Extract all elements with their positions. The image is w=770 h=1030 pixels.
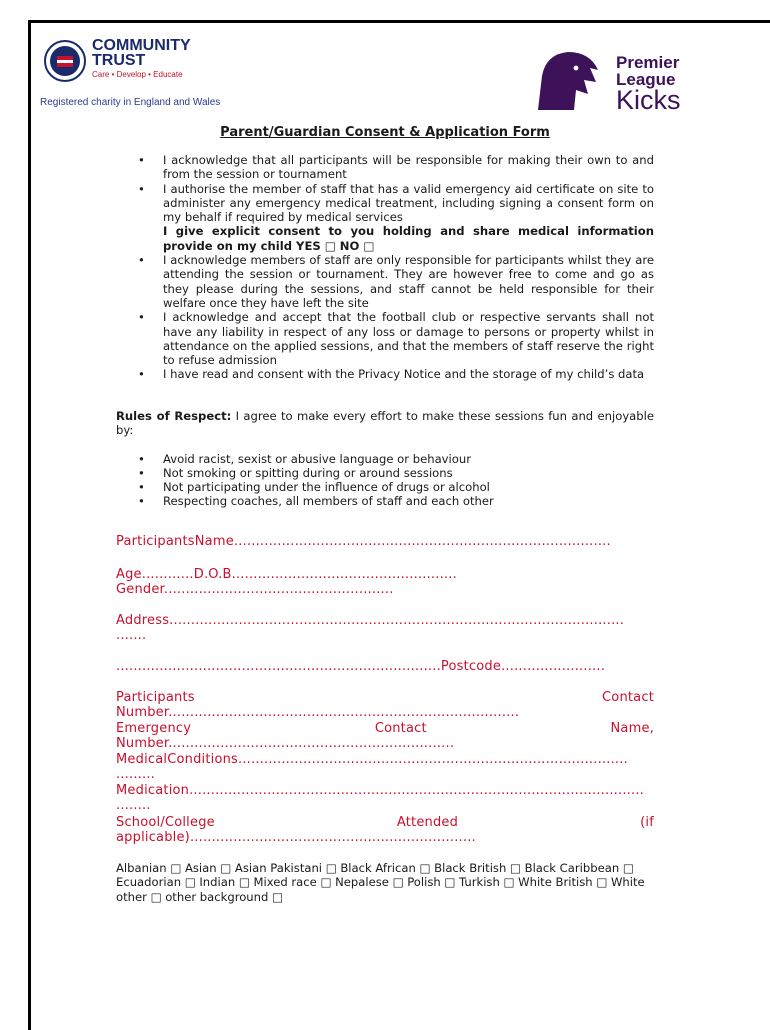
pl-wordmark <box>616 54 679 88</box>
rules-of-respect <box>116 409 654 509</box>
emergency-number-field[interactable]: Number.................................................................. <box>116 736 455 751</box>
contact-number-label <box>116 690 654 706</box>
participant-name-field[interactable]: ParticipantsName....................................................................................... <box>116 534 611 549</box>
respect-label: Rules of Respect: <box>116 409 232 423</box>
contact-label-a: Participants <box>116 690 195 705</box>
medication-field[interactable]: Medication......................................................................................................... <box>116 783 644 798</box>
pl-kicks-text: Kicks <box>616 85 681 115</box>
premier-league-kicks-logo <box>528 46 708 116</box>
medical-conditions-field-continued[interactable]: ......... <box>116 767 155 782</box>
address-field[interactable]: Address......................................................................................................... <box>116 613 625 628</box>
school-field[interactable]: applicable).................................................................. <box>116 830 476 845</box>
contact-label-b: Contact <box>602 690 654 705</box>
ethnicity-options <box>116 861 654 904</box>
school-label-b: Attended <box>396 815 459 830</box>
consent-item: • I authorise the member of staff that has a valid emergency aid certificate on site to administer any emergency medical treatment, including signing a consent form on my behalf if required by medical services <box>116 182 654 225</box>
school-label <box>116 815 654 831</box>
form-title: Parent/Guardian Consent & Application Form <box>220 125 550 140</box>
consent-item: • I acknowledge that all participants will be responsible for making their own to and from the session or tournament <box>116 153 654 182</box>
org-tagline: Care • Develop • Educate <box>92 70 183 79</box>
consent-list-continued <box>116 253 654 382</box>
pl-line2: League <box>616 70 676 89</box>
org-name-line2: TRUST <box>92 52 146 69</box>
emergency-label-b: Contact <box>374 721 427 736</box>
respect-list <box>116 452 654 509</box>
school-label-a: School/College <box>116 815 215 830</box>
consent-item: • I acknowledge and accept that the football club or respective servants shall not have any liability in respect of any loss or damage to persons or property whilst in attendance on the applied sessions, and that the members of staff reserve the right to refuse admission <box>116 310 654 367</box>
respect-rule: • Respecting coaches, all members of staff and each other <box>116 494 654 508</box>
gender-field[interactable]: Gender..................................................... <box>116 582 394 597</box>
respect-intro-text: I agree to make every effort to make these sessions fun and enjoyable by: <box>116 409 654 438</box>
address-field-continued[interactable]: ....... <box>116 628 147 643</box>
respect-rule: • Avoid racist, sexist or abusive language or behaviour <box>116 452 654 466</box>
ethnicity-line[interactable]: Ecuadorian □ Indian □ Mixed race □ Nepalese □ Polish □ Turkish □ White British □ White other □ other background □ <box>116 875 645 904</box>
respect-intro <box>116 409 654 438</box>
org-name <box>92 38 191 68</box>
consent-list <box>116 153 654 224</box>
respect-rule: • Not participating under the influence of drugs or alcohol <box>116 480 654 494</box>
org-name-line1: COMMUNITY <box>92 37 191 54</box>
medical-conditions-field[interactable]: MedicalConditions.......................................................................................... <box>116 752 628 767</box>
postcode-field[interactable]: ...........................................................................Postcode........................ <box>116 659 606 674</box>
consent-item: • I have read and consent with the Privacy Notice and the storage of my child’s data <box>116 367 654 381</box>
age-dob-field[interactable]: Age............D.O.B.................................................... <box>116 567 457 582</box>
medication-field-continued[interactable]: ........ <box>116 798 151 813</box>
pl-line1: Premier <box>616 53 680 72</box>
lion-icon <box>528 46 608 116</box>
consent-section <box>116 153 654 382</box>
emergency-contact-label <box>116 721 654 737</box>
emergency-label-c: Name, <box>610 721 654 736</box>
respect-rule: • Not smoking or spitting during or around sessions <box>116 466 654 480</box>
consent-item: • I acknowledge members of staff are only responsible for participants whilst they are attending the session or tournament. They are however free to come and go as they please during the sessions, and staff cannot be held responsible for their welfare once they have left the site <box>116 253 654 310</box>
emergency-label-a: Emergency <box>116 721 192 736</box>
club-crest-icon <box>44 40 86 82</box>
ethnicity-line[interactable]: Albanian □ Asian □ Asian Pakistani □ Black African □ Black British □ Black Caribbean □ <box>116 861 634 875</box>
medical-consent-statement: I give explicit consent to you holding and share medical information provide on my child YES □ NO □ <box>163 224 654 253</box>
contact-number-field[interactable]: Number................................................................................. <box>116 705 520 720</box>
charity-statement: Registered charity in England and Wales <box>40 97 221 108</box>
school-label-c: (if <box>640 815 654 830</box>
community-trust-logo <box>40 34 230 92</box>
